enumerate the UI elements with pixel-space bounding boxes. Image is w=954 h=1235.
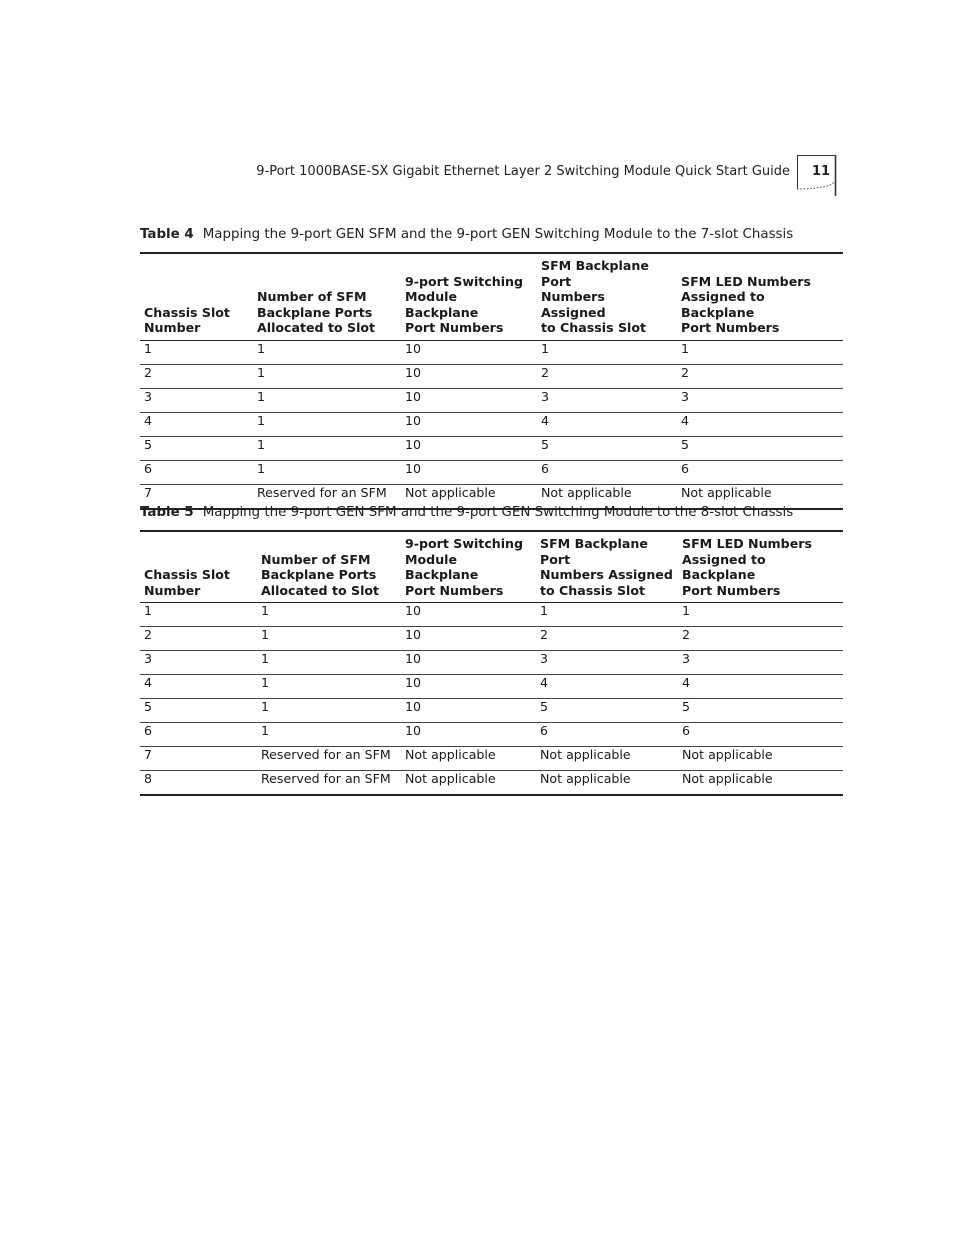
table-cell: 2 xyxy=(677,364,843,388)
table-cell: 1 xyxy=(536,603,678,627)
table5-column-header xyxy=(536,531,678,603)
table-cell: 10 xyxy=(401,723,536,747)
table-cell: 1 xyxy=(253,412,401,436)
column-header-line: SFM LED Numbers xyxy=(681,273,811,289)
table-cell: 6 xyxy=(677,460,843,484)
table-cell: 1 xyxy=(537,340,677,364)
table-row xyxy=(140,364,843,388)
table-cell: 1 xyxy=(140,340,253,364)
table-row xyxy=(140,436,843,460)
table-cell: 1 xyxy=(257,627,401,651)
column-header-line: SFM LED Numbers xyxy=(682,536,812,551)
table-cell: 5 xyxy=(140,436,253,460)
column-header-line: SFM Backplane Port xyxy=(540,536,648,567)
column-header-line: Numbers Assigned xyxy=(540,567,673,583)
table-cell: 2 xyxy=(140,627,257,651)
page-number: 11 xyxy=(812,164,831,179)
table-cell: 10 xyxy=(401,364,537,388)
table-cell: 2 xyxy=(140,364,253,388)
table-row xyxy=(140,699,843,723)
table-cell: 5 xyxy=(677,436,843,460)
table-cell: 1 xyxy=(253,388,401,412)
column-header-line: Number xyxy=(144,582,201,598)
table5-column-header xyxy=(678,531,843,603)
table-cell: 3 xyxy=(537,388,677,412)
column-header-line: 9-port Switching xyxy=(405,273,524,289)
table5-label: Table 5 xyxy=(140,505,194,520)
header-title: 9-Port 1000BASE-SX Gigabit Ethernet Layer 2 Switching Module Quick Start Guide xyxy=(256,164,790,179)
table-cell: 8 xyxy=(140,771,257,796)
table-cell: 6 xyxy=(678,723,843,747)
table-cell: Not applicable xyxy=(401,771,536,796)
table-cell: 10 xyxy=(401,460,537,484)
column-header-line: to Chassis Slot xyxy=(541,320,647,336)
table-cell: 2 xyxy=(536,627,678,651)
column-header-line: to Chassis Slot xyxy=(540,582,646,598)
column-header-line: Number of SFM xyxy=(257,289,367,305)
table-cell: 10 xyxy=(401,699,536,723)
table4 xyxy=(140,252,843,510)
table-cell: Not applicable xyxy=(678,771,843,796)
table-cell: 2 xyxy=(678,627,843,651)
table-row xyxy=(140,412,843,436)
table-cell: Not applicable xyxy=(678,747,843,771)
table4-caption xyxy=(140,227,793,242)
table5-caption-text: Mapping the 9-port GEN SFM and the 9-port GEN Switching Module to the 8-slot Chassis xyxy=(202,505,794,520)
column-header-line: Backplane Ports xyxy=(257,304,373,320)
table-row xyxy=(140,747,843,771)
table5-caption xyxy=(140,505,793,520)
table-cell: 7 xyxy=(140,484,253,509)
table-cell: 1 xyxy=(257,723,401,747)
table-cell: 1 xyxy=(253,364,401,388)
table-cell: Reserved for an SFM xyxy=(253,484,401,509)
column-header-line: Number of SFM xyxy=(261,551,371,567)
table-cell: 4 xyxy=(678,675,843,699)
table-cell: 1 xyxy=(257,651,401,675)
table-cell: Reserved for an SFM xyxy=(257,771,401,796)
column-header-line: Assigned to Backplane xyxy=(681,289,765,320)
table4-column-header xyxy=(537,253,677,340)
table-cell: 4 xyxy=(140,412,253,436)
table-cell: 3 xyxy=(536,651,678,675)
table5-column-header xyxy=(140,531,257,603)
table-cell: 1 xyxy=(253,436,401,460)
table-cell: Not applicable xyxy=(401,484,537,509)
table-cell: 1 xyxy=(678,603,843,627)
column-header-line: Port Numbers xyxy=(405,320,504,336)
table-cell: 3 xyxy=(140,651,257,675)
table4-header-row xyxy=(140,253,843,340)
column-header-line: Chassis Slot xyxy=(144,304,230,320)
table-row xyxy=(140,340,843,364)
table-cell: 10 xyxy=(401,412,537,436)
table-cell: 1 xyxy=(257,699,401,723)
table-cell: Not applicable xyxy=(537,484,677,509)
table-row xyxy=(140,651,843,675)
table-cell: 6 xyxy=(536,723,678,747)
table-cell: 5 xyxy=(536,699,678,723)
table-cell: 1 xyxy=(140,603,257,627)
column-header-line: SFM Backplane Port xyxy=(541,258,649,289)
table-row xyxy=(140,603,843,627)
table-cell: 6 xyxy=(140,723,257,747)
table-cell: 10 xyxy=(401,436,537,460)
table-cell: 5 xyxy=(140,699,257,723)
table-cell: Reserved for an SFM xyxy=(257,747,401,771)
table-cell: 3 xyxy=(677,388,843,412)
table-row xyxy=(140,388,843,412)
column-header-line: Allocated to Slot xyxy=(261,582,380,598)
table-cell: 10 xyxy=(401,388,537,412)
table5-header-row xyxy=(140,531,843,603)
column-header-line: Port Numbers xyxy=(405,582,504,598)
table-cell: 10 xyxy=(401,603,536,627)
table-cell: 7 xyxy=(140,747,257,771)
table-cell: 4 xyxy=(677,412,843,436)
column-header-line: Backplane Ports xyxy=(261,567,377,583)
table-row xyxy=(140,460,843,484)
column-header-line: Port Numbers xyxy=(681,320,780,336)
table-cell: Not applicable xyxy=(677,484,843,509)
table-cell: 4 xyxy=(537,412,677,436)
table4-column-header xyxy=(253,253,401,340)
table-row xyxy=(140,771,843,796)
column-header-line: Numbers Assigned xyxy=(541,289,606,320)
table-cell: 3 xyxy=(678,651,843,675)
table-cell: 10 xyxy=(401,651,536,675)
table-cell: Not applicable xyxy=(401,747,536,771)
table-cell: 6 xyxy=(537,460,677,484)
column-header-line: 9-port Switching xyxy=(405,536,524,551)
table5-column-header xyxy=(401,531,536,603)
table-cell: Not applicable xyxy=(536,747,678,771)
table-cell: 5 xyxy=(678,699,843,723)
column-header-line: Module Backplane xyxy=(405,551,479,583)
column-header-line: Assigned to Backplane xyxy=(682,551,766,583)
table-cell: 3 xyxy=(140,388,253,412)
table4-column-header xyxy=(677,253,843,340)
table-cell: 10 xyxy=(401,340,537,364)
column-header-line: Port Numbers xyxy=(682,582,781,598)
table-cell: 10 xyxy=(401,675,536,699)
table-cell: 4 xyxy=(536,675,678,699)
table4-column-header xyxy=(401,253,537,340)
column-header-line: Allocated to Slot xyxy=(257,320,376,336)
table-cell: 1 xyxy=(253,460,401,484)
table-cell: Not applicable xyxy=(536,771,678,796)
column-header-line: Number xyxy=(144,320,201,336)
table-row xyxy=(140,627,843,651)
running-header xyxy=(0,0,954,200)
table5 xyxy=(140,530,843,796)
table-cell: 10 xyxy=(401,627,536,651)
table-cell: 1 xyxy=(253,340,401,364)
table-row xyxy=(140,723,843,747)
table-cell: 6 xyxy=(140,460,253,484)
table4-column-header xyxy=(140,253,253,340)
table5-column-header xyxy=(257,531,401,603)
table4-caption-text: Mapping the 9-port GEN SFM and the 9-port GEN Switching Module to the 7-slot Chassis xyxy=(202,227,794,242)
column-header-line: Module Backplane xyxy=(405,289,479,320)
table-row xyxy=(140,675,843,699)
header-rule-graphic xyxy=(797,155,837,196)
column-header-line: Chassis Slot xyxy=(144,567,230,583)
table-cell: 1 xyxy=(257,603,401,627)
table-cell: 2 xyxy=(537,364,677,388)
table4-label: Table 4 xyxy=(140,227,194,242)
table-cell: 4 xyxy=(140,675,257,699)
table-cell: 1 xyxy=(257,675,401,699)
table-cell: 5 xyxy=(537,436,677,460)
table-cell: 1 xyxy=(677,340,843,364)
